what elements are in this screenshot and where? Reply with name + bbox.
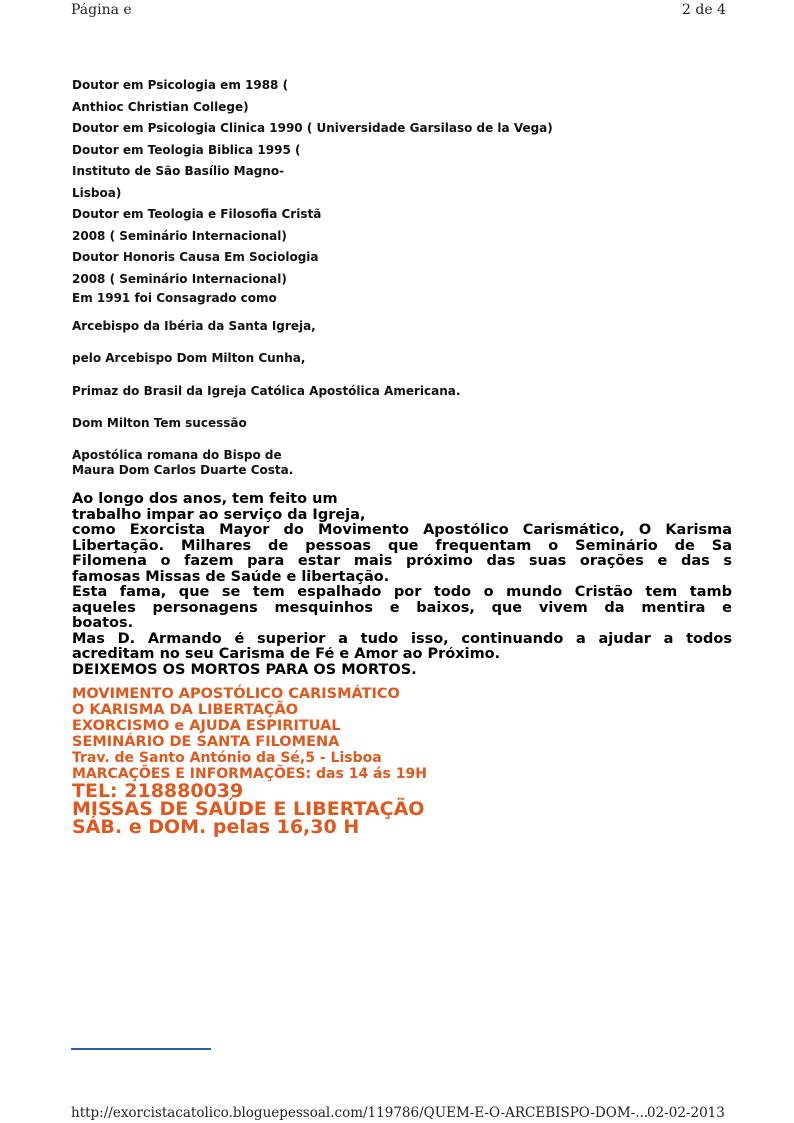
contact-address: Trav. de Santo António da Sé,5 - Lisboa — [72, 750, 382, 766]
header-page-label: Página e — [71, 2, 132, 18]
body-line: Ao longo dos anos, tem feito um — [72, 492, 338, 507]
mass-schedule: SÁB. e DOM. pelas 16,30 H — [72, 816, 360, 838]
credential-line: Instituto de São Basílio Magno- — [72, 164, 285, 178]
footer-date: 02-02-2013 — [647, 1105, 725, 1121]
body-paragraph — [72, 492, 732, 678]
body-line: como Exorcista Mayor do Movimento Apostólico Carismático, O Karisma — [72, 523, 732, 538]
contact-line: EXORCISMO e AJUDA ESPIRITUAL — [72, 718, 341, 734]
contact-line: O KARISMA DA LIBERTAÇÃO — [72, 702, 299, 718]
body-line: acreditam no seu Carisma de Fé e Amor ao Próximo. — [72, 647, 501, 662]
credential-line: 2008 ( Seminário Internacional) — [72, 228, 287, 243]
consecration-line: Dom Milton Tem sucessão — [72, 416, 247, 430]
mass-title: MISSAS DE SAÚDE E LIBERTAÇÃO — [72, 798, 425, 820]
credential-line: Doutor Honoris Causa Em Sociologia — [72, 250, 319, 264]
consecration-line: Arcebispo da Ibéria da Santa Igreja, — [72, 319, 316, 333]
contact-line: SEMINÁRIO DE SANTA FILOMENA — [72, 734, 340, 750]
consecration-line: Maura Dom Carlos Duarte Costa. — [72, 463, 294, 477]
body-line: Esta fama, que se tem espalhado por todo o mundo Cristão tem tamb — [72, 585, 732, 600]
credential-line: 2008 ( Seminário Internacional) — [72, 271, 287, 286]
body-line: famosas Missas de Saúde e libertação. — [72, 569, 390, 585]
body-line: DEIXEMOS OS MORTOS PARA OS MORTOS. — [72, 662, 417, 678]
footer-url: http://exorcistacatolico.bloguepessoal.com/119786/QUEM-E-O-ARCEBISPO-DOM-... — [71, 1105, 649, 1121]
body-line: aqueles personagens mesquinhos e baixos, que vivem da mentira e — [72, 600, 732, 616]
credential-line: Doutor em Teologia Biblica 1995 ( — [72, 142, 301, 157]
credential-line: Em 1991 foi Consagrado como — [72, 291, 277, 305]
contact-hours: MARCAÇÕES E INFORMAÇÕES: das 14 ás 19H — [72, 766, 427, 782]
body-line: Libertação. Milhares de pessoas que frequentam o Seminário de Sa — [72, 538, 732, 554]
credential-line: Doutor em Psicologia Clinica 1990 ( Universidade Garsilaso de la Vega) — [72, 121, 553, 135]
consecration-line: Primaz do Brasil da Igreja Católica Apostólica Americana. — [72, 384, 461, 398]
body-line: trabalho impar ao serviço da Igreja, — [72, 507, 366, 523]
credential-line: Doutor em Psicologia em 1988 ( — [72, 78, 289, 92]
body-line: Mas D. Armando é superior a tudo isso, continuando a ajudar a todos — [72, 631, 732, 647]
credential-line: Anthioc Christian College) — [72, 99, 249, 114]
credential-line: Doutor em Teologia e Filosofia Cristã — [72, 207, 322, 221]
contact-block — [72, 686, 427, 836]
footnote-divider — [71, 1048, 211, 1050]
consecration-line: pelo Arcebispo Dom Milton Cunha, — [72, 351, 306, 365]
header-page-number: 2 de 4 — [682, 2, 726, 18]
contact-line: MOVIMENTO APOSTÓLICO CARISMÁTICO — [72, 686, 400, 702]
body-line: Filomena o fazem para estar mais próximo das suas orações e das s — [72, 554, 732, 569]
consecration-line: Apostólica romana do Bispo de — [72, 448, 282, 462]
contact-phone: TEL: 218880039 — [72, 780, 244, 802]
credentials-block — [72, 75, 553, 306]
body-line: boatos. — [72, 616, 134, 631]
credential-line: Lisboa) — [72, 185, 122, 200]
